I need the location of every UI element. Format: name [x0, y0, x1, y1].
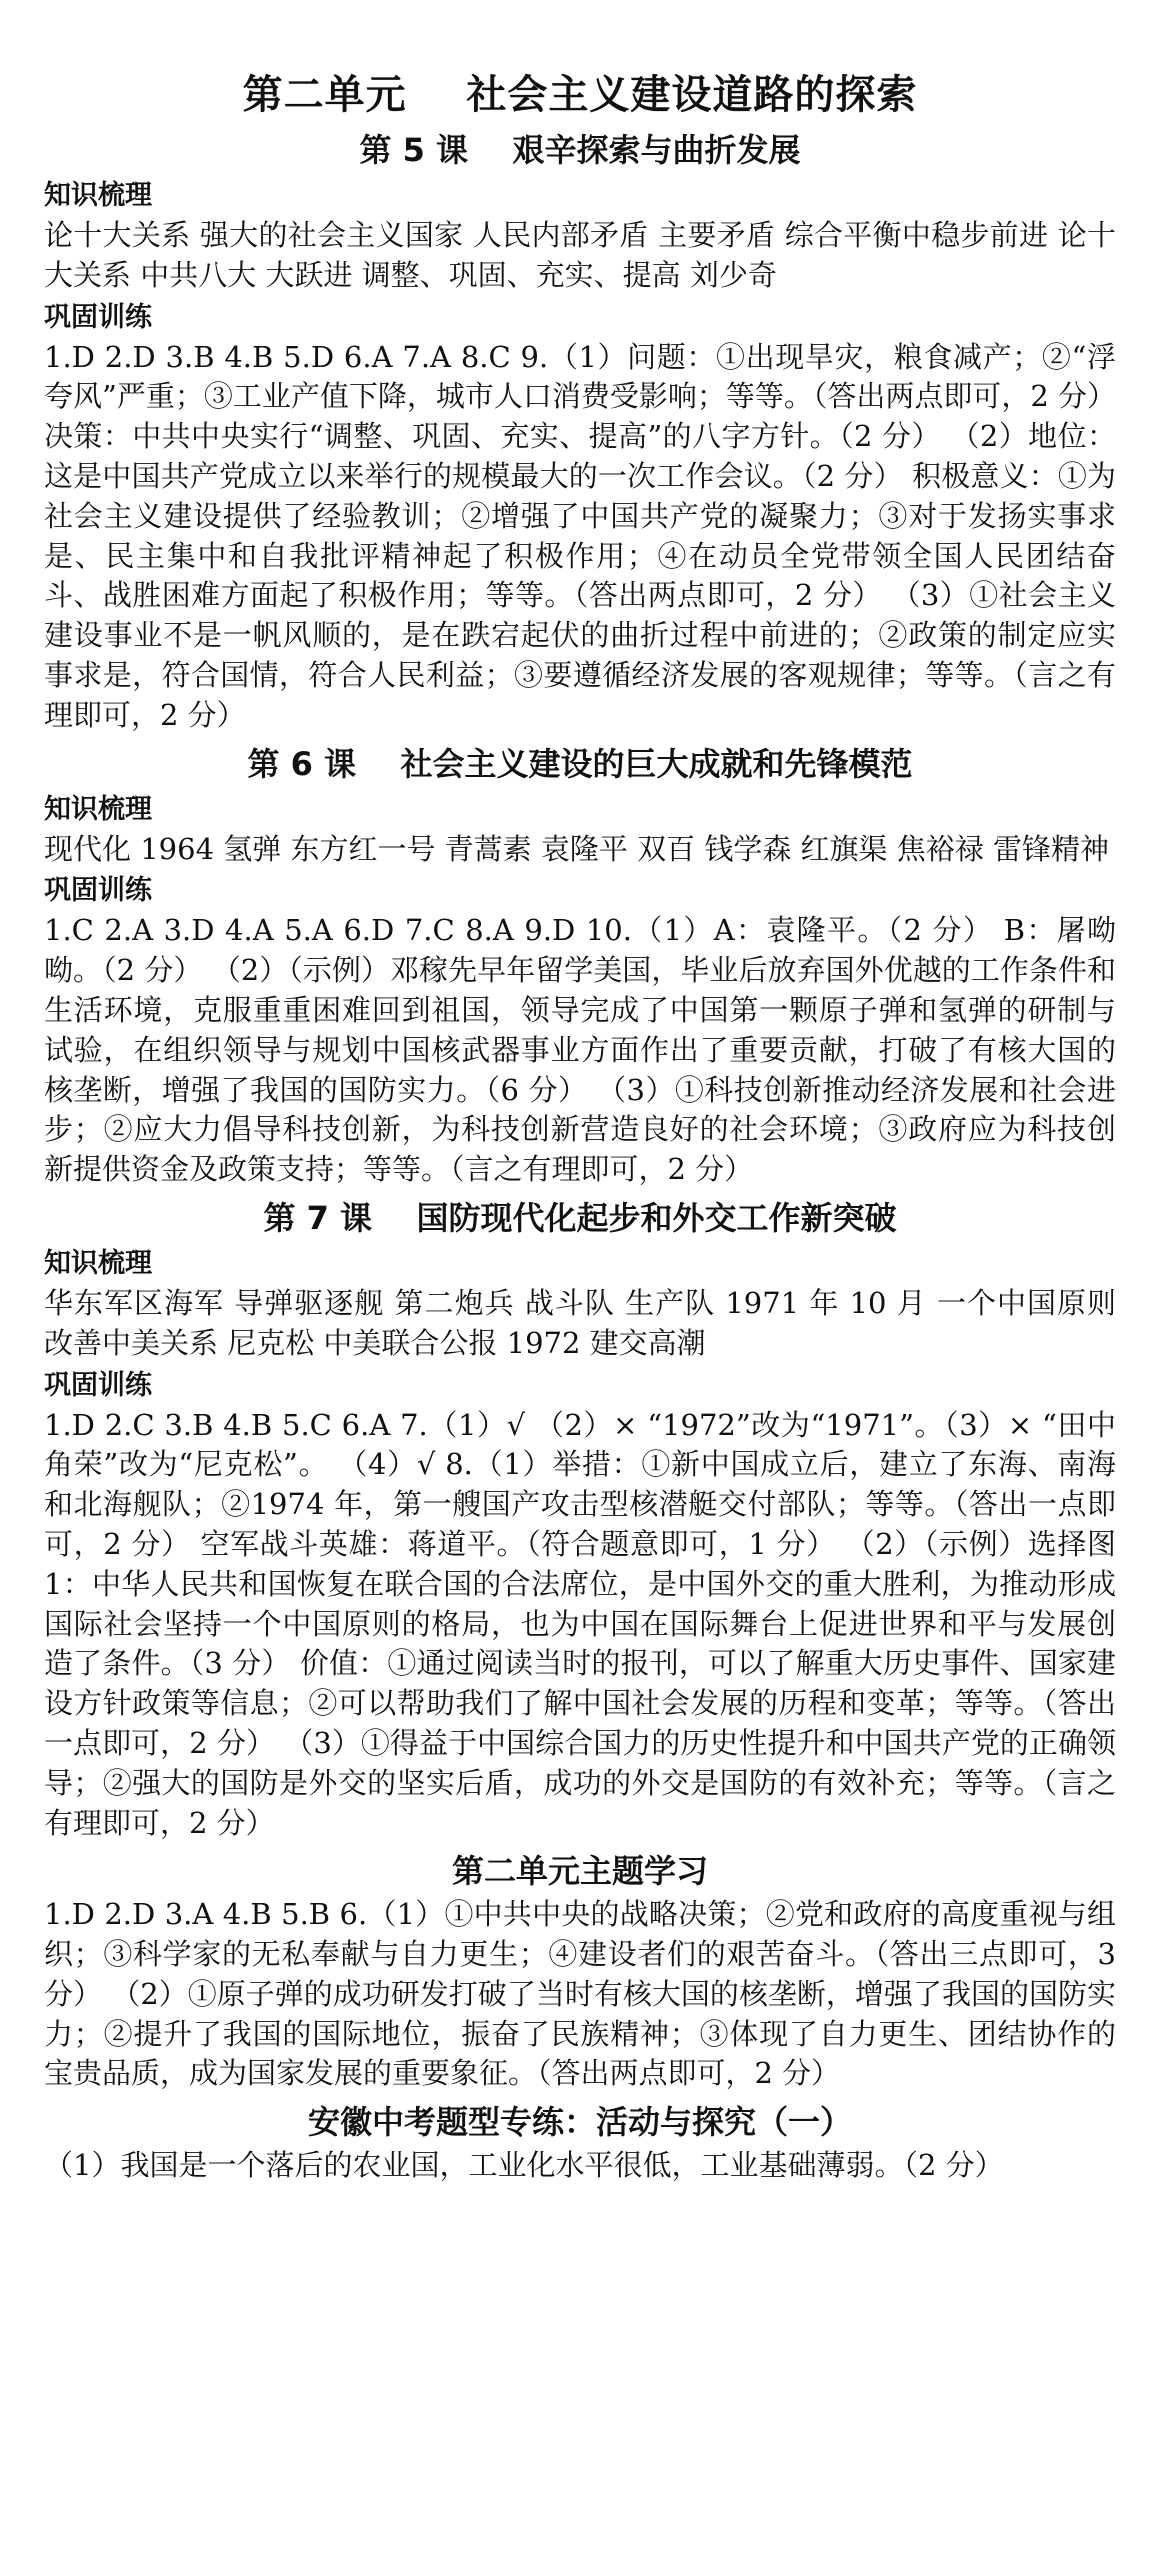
unit-theme-title: 第二单元主题学习	[451, 1852, 708, 1891]
lesson-6-title: 第 6 课 社会主义建设的巨大成就和先锋模范	[247, 744, 913, 783]
lesson-6-practice-heading: 巩固训练	[44, 875, 152, 907]
lesson-7-practice-answers: 1.D 2.C 3.B 4.B 5.C 6.A 7.（1）√ （2）× “1972”改为“1971”。（3）× “田中角荣”改为“尼克松”。 （4）√ 8.（1）举措：①新中国成立后，建立了东海、南海和北海舰队；②1974 年，第一艘国产攻击型核潜艇交付部队；等等。（答出一点即可，2 分） 空军战斗英雄：蒋道平。（符合题意即可，1 分） （2）（示例）选择图 1：中华人民共和国恢复在联合国的合法席位，是中国外交的重大胜利，为推动形成国际社会坚持一个中国原则的格局，也为中国在国际舞台上促进世界和平与发展创造了条件。（3 分） 价值：①通过阅读当时的报刊，可以了解重大历史事件、国家建设方针政策等信息；②可以帮助我们了解中国社会发展的历程和变革；等等。（答出一点即可，2 分） （3）①得益于中国综合国力的历史性提升和中国共产党的正确领导；②强大的国防是外交的坚实后盾，成功的外交是国防的有效补充；等等。（言之有理即可，2 分）	[44, 1407, 1116, 1840]
anhui-exam-section	[44, 2098, 1116, 2186]
lesson-6-knowledge-text: 现代化 1964 氢弹 东方红一号 青蒿素 袁隆平 双百 钱学森 红旗渠 焦裕禄 雷锋精神	[44, 831, 1109, 866]
unit-theme-section	[44, 1847, 1116, 2094]
lesson-5-section	[44, 126, 1116, 736]
lesson-5-title: 第 5 课 艰辛探索与曲折发展	[359, 131, 801, 169]
anhui-exam-title: 安徽中考题型专练：活动与探究（一）	[307, 2103, 852, 2142]
lesson-6-section	[44, 740, 1116, 1190]
lesson-7-knowledge-text: 华东军区海军 导弹驱逐舰 第二炮兵 战斗队 生产队 1971 年 10 月 一个中国原则 改善中美关系 尼克松 中美联合公报 1972 建交高潮	[44, 1285, 1116, 1360]
lesson-7-practice-heading: 巩固训练	[44, 1369, 152, 1401]
lesson-5-knowledge-heading: 知识梳理	[44, 180, 152, 211]
unit-title: 第二单元 社会主义建设道路的探索	[242, 72, 918, 118]
anhui-exam-answers: （1）我国是一个落后的农业国，工业化水平很低，工业基础薄弱。（2 分）	[44, 2148, 1004, 2183]
unit-theme-answers: 1.D 2.D 3.A 4.B 5.B 6.（1）①中共中央的战略决策；②党和政府的高度重视与组织；③科学家的无私奉献与自力更生；④建设者们的艰苦奋斗。（答出三点即可，3 分） （2）①原子弹的成功研发打破了当时有核大国的核垄断，增强了我国的国防实力；②提升了我国的国际地位，振奋了民族精神；③体现了自力更生、团结协作的宝贵品质，成为国家发展的重要象征。（答出两点即可，2 分）	[44, 1897, 1116, 2091]
lesson-7-title: 第 7 课 国防现代化起步和外交工作新突破	[263, 1198, 897, 1237]
lesson-6-knowledge-heading: 知识梳理	[44, 793, 152, 825]
lesson-6-practice-answers: 1.C 2.A 3.D 4.A 5.A 6.D 7.C 8.A 9.D 10.（1）A：袁隆平。（2 分） B：屠呦呦。（2 分） （2）（示例）邓稼先早年留学美国，毕业后放弃国外优越的工作条件和生活环境，克服重重困难回到祖国，领导完成了中国第一颗原子弹和氢弹的研制与试验，在组织领导与规划中国核武器事业方面作出了重要贡献，打破了有核大国的核垄断，增强了我国的国防实力。（6 分） （3）①科技创新推动经济发展和社会进步；②应大力倡导科技创新，为科技创新营造良好的社会环境；③政府应为科技创新提供资金及政策支持；等等。（言之有理即可，2 分）	[44, 913, 1116, 1187]
lesson-7-knowledge-heading: 知识梳理	[44, 1247, 152, 1279]
lesson-5-practice-answers: 1.D 2.D 3.B 4.B 5.D 6.A 7.A 8.C 9.（1）问题：①出现旱灾，粮食减产；②“浮夸风”严重；③工业产值下降，城市人口消费受影响；等等。（答出两点即可，2 分） 决策：中共中央实行“调整、巩固、充实、提高”的八字方针。（2 分） （2）地位：这是中国共产党成立以来举行的规模最大的一次工作会议。（2 分） 积极意义：①为社会主义建设提供了经验教训；②增强了中国共产党的凝聚力；③对于发扬实事求是、民主集中和自我批评精神起了积极作用；④在动员全党带领全国人民团结奋斗、战胜困难方面起了积极作用；等等。（答出两点即可，2 分） （3）①社会主义建设事业不是一帆风顺的，是在跌宕起伏的曲折过程中前进的；②政策的制定应实事求是，符合国情，符合人民利益；③要遵循经济发展的客观规律；等等。（言之有理即可，2 分）	[44, 339, 1116, 732]
lesson-7-section	[44, 1194, 1116, 1843]
lesson-5-knowledge-text: 论十大关系 强大的社会主义国家 人民内部矛盾 主要矛盾 综合平衡中稳步前进 论十大关系 中共八大 大跃进 调整、巩固、充实、提高 刘少奇	[44, 218, 1116, 292]
lesson-5-practice-heading: 巩固训练	[44, 301, 152, 333]
